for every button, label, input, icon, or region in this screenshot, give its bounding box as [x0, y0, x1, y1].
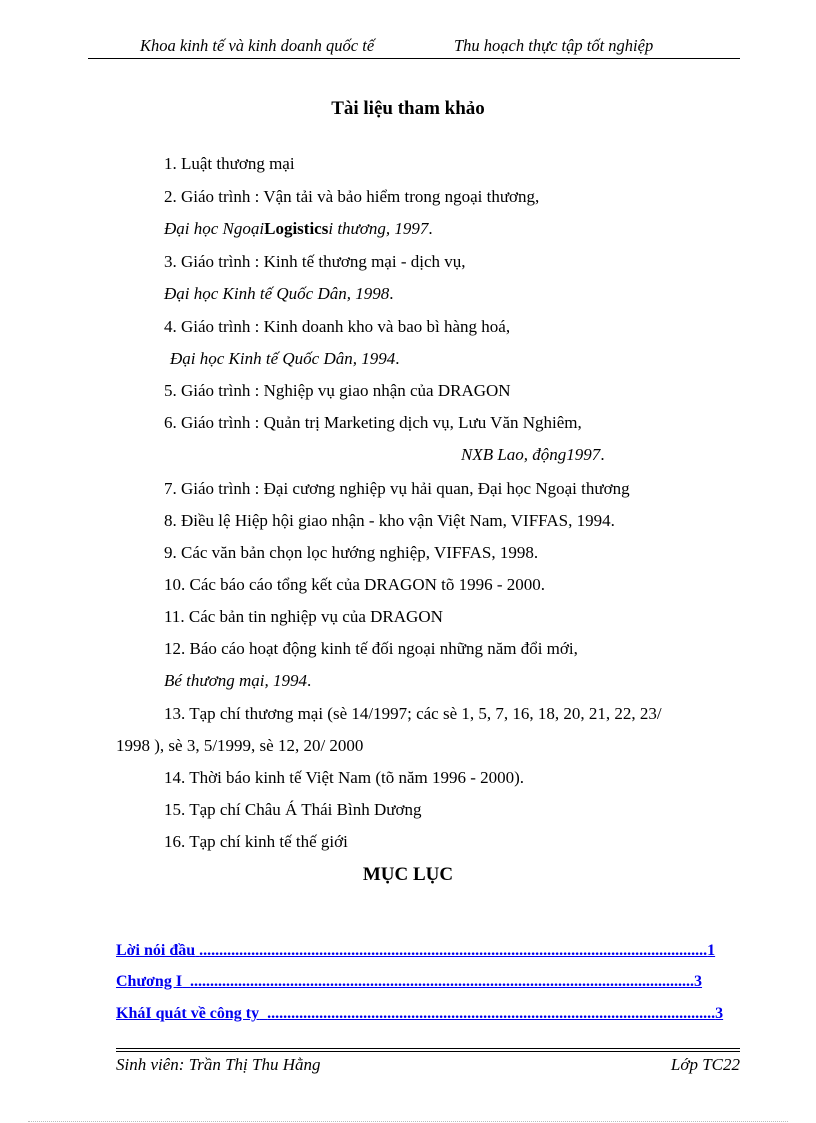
footer-rule: [116, 1051, 740, 1052]
reference-item: 16. Tạp chí kinh tế thế giới: [164, 832, 348, 851]
page-boundary: [28, 1121, 788, 1122]
reference-item: 14. Thời báo kinh tế Việt Nam (tõ năm 1996 - 2000).: [164, 768, 525, 787]
reference-source-end: .: [428, 219, 433, 238]
reference-item: 10. Các báo cáo tổng kết của DRAGON tõ 1996 - 2000.: [164, 575, 546, 594]
footer-student-name: Sinh viên: Trần Thị Thu Hằng: [116, 1055, 321, 1074]
reference-source: Đại học Kinh tế Quốc Dân, 1994.: [170, 349, 400, 368]
reference-item: 11. Các bản tin nghiệp vụ của DRAGON: [164, 607, 443, 626]
reference-item: 2. Giáo trình : Vận tải và bảo hiểm trong ngoại thương,: [164, 187, 540, 206]
reference-item-continuation: 1998 ), sè 3, 5/1999, sè 12, 20/ 2000: [116, 736, 364, 755]
reference-item: 8. Điều lệ Hiệp hội giao nhận - kho vận Việt Nam, VIFFAS, 1994.: [164, 511, 615, 530]
reference-item: 1. Luật thương mại: [164, 154, 295, 173]
reference-item: 6. Giáo trình : Quản trị Marketing dịch vụ, Lưu Văn Nghiêm,: [164, 413, 582, 432]
footer-class: Lớp TC22: [670, 1055, 740, 1074]
footer-rule: [116, 1048, 740, 1049]
toc-leader-dots: ................................................................................................................: [267, 1005, 716, 1022]
toc-entry-loi-noi-dau[interactable]: [116, 942, 738, 960]
toc-entry-page: 3: [715, 1005, 724, 1022]
toc-entry-khai-quat[interactable]: [116, 1005, 738, 1023]
toc-title: MỤC LỤC: [362, 864, 454, 885]
page-header: [88, 36, 740, 59]
reference-source: [164, 219, 433, 239]
header-faculty: Khoa kinh tế và kinh doanh quốc tế: [140, 36, 375, 55]
reference-source: Đại học Kinh tế Quốc Dân, 1998.: [164, 284, 394, 303]
toc-entry-page: 1: [707, 942, 716, 959]
header-report-title: Thu hoạch thực tập tốt nghiệp: [454, 36, 654, 55]
toc-entry-label: Lời nói đầu: [116, 942, 196, 959]
toc-leader-dots: ...............................................................................................................................: [199, 942, 708, 959]
reference-source-part: i thương, 1997: [328, 219, 429, 238]
reference-source: Bé thương mại, 1994.: [164, 671, 312, 690]
reference-item: 12. Báo cáo hoạt động kinh tế đối ngoại những năm đổi mới,: [164, 639, 578, 658]
reference-item: 9. Các văn bản chọn lọc hướng nghiệp, VIFFAS, 1998.: [164, 543, 539, 562]
toc-entry-chuong-1[interactable]: [116, 973, 738, 991]
reference-item: 15. Tạp chí Châu Á Thái Bình Dương: [164, 800, 422, 819]
references-title: Tài liệu tham khảo: [331, 98, 485, 119]
reference-source-part: Đại học Ngoại: [164, 219, 265, 238]
toc-entry-label: Chương I: [116, 973, 183, 990]
toc-entry-label: KháI quát về công ty: [116, 1005, 260, 1022]
reference-item: 5. Giáo trình : Nghiệp vụ giao nhận của DRAGON: [164, 381, 511, 400]
toc-entry-page: 3: [694, 973, 703, 990]
toc-leader-dots: ..............................................................................................................................: [190, 973, 695, 990]
reference-item: 13. Tạp chí thương mại (sè 14/1997; các sè 1, 5, 7, 16, 18, 20, 21, 22, 23/: [164, 704, 662, 723]
reference-source: NXB Lao, động1997.: [461, 445, 605, 464]
reference-item: 4. Giáo trình : Kinh doanh kho và bao bì hàng hoá,: [164, 317, 511, 336]
reference-item: 3. Giáo trình : Kinh tế thương mại - dịch vụ,: [164, 252, 466, 271]
reference-item: 7. Giáo trình : Đại cương nghiệp vụ hải quan, Đại học Ngoại thương: [164, 479, 630, 498]
reference-source-overlay: Logistics: [264, 219, 329, 238]
